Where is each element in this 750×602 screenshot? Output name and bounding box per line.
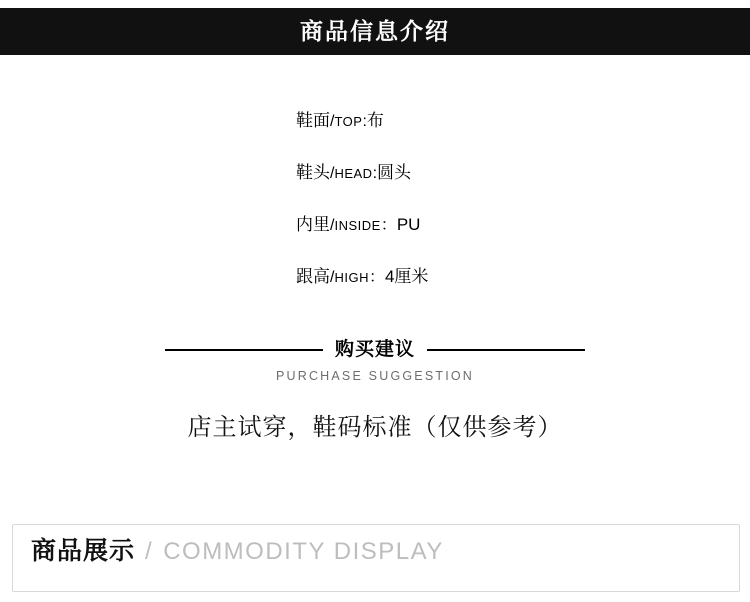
purchase-suggestion-text: 店主试穿，鞋码标准（仅供参考） xyxy=(187,414,563,441)
spec-label-cn: 跟高 xyxy=(296,267,330,286)
spec-value: PU xyxy=(396,215,421,234)
commodity-display-title-en: COMMODITY DISPLAY xyxy=(163,538,444,565)
spec-separator: / xyxy=(330,165,335,182)
spec-separator: / xyxy=(330,113,335,130)
divider-line-right xyxy=(427,349,585,351)
spec-label-cn: 内里 xyxy=(296,215,330,234)
spec-colon: : xyxy=(362,113,367,130)
section-banner xyxy=(0,8,750,55)
purchase-suggestion-subtitle: PURCHASE SUGGESTION xyxy=(275,369,475,383)
spec-colon: : xyxy=(372,165,378,182)
banner-title: 商品信息介绍 xyxy=(300,18,450,44)
commodity-display-section xyxy=(12,524,740,592)
spec-row xyxy=(296,216,676,234)
spec-colon: ： xyxy=(380,217,397,234)
commodity-display-title-cn: 商品展示 xyxy=(31,537,136,565)
commodity-display-divider: / xyxy=(145,538,154,565)
spec-value: 圆头 xyxy=(377,163,412,182)
purchase-suggestion-section xyxy=(0,340,750,442)
spec-label-en: TOP xyxy=(334,114,363,129)
spec-row xyxy=(296,112,676,130)
spec-row xyxy=(296,268,676,286)
divider-line-left xyxy=(165,349,323,351)
spec-separator: / xyxy=(330,269,335,286)
spec-label-en: HIGH xyxy=(334,270,369,285)
purchase-suggestion-title: 购买建议 xyxy=(335,339,416,360)
spec-value: 布 xyxy=(366,111,384,130)
spec-label-en: INSIDE xyxy=(334,218,381,233)
spec-list xyxy=(296,112,676,320)
spec-value: 4厘米 xyxy=(384,267,429,286)
commodity-display-heading xyxy=(31,539,444,564)
spec-row xyxy=(296,164,676,182)
purchase-suggestion-heading xyxy=(165,340,585,359)
spec-label-cn: 鞋面 xyxy=(296,111,330,130)
spec-separator: / xyxy=(330,217,335,234)
spec-colon: ： xyxy=(368,269,385,286)
spec-label-cn: 鞋头 xyxy=(296,163,330,182)
spec-label-en: HEAD xyxy=(334,166,373,181)
